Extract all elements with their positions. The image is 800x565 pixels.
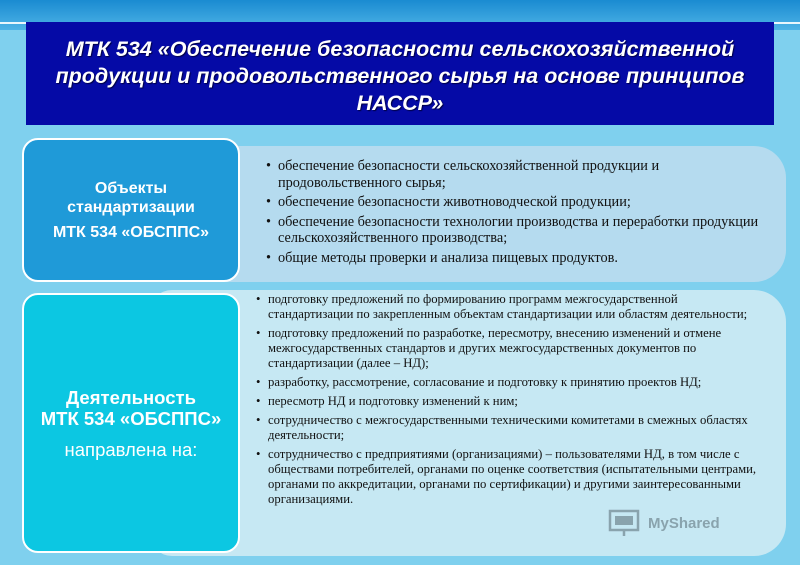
list-item: • общие методы проверки и анализа пищевых продуктов. — [278, 250, 766, 267]
presentation-icon — [608, 508, 642, 538]
objects-list — [266, 158, 766, 267]
watermark-text: MyShared — [648, 514, 720, 532]
list-item: • обеспечение безопасности сельскохозяйственной продукции и продовольственного сырья; — [278, 158, 766, 191]
list-item: • подготовку предложений по формированию программ межгосударственной стандартизации по закрепленным объектам стандартизации или областям деятельности; — [268, 292, 762, 322]
activity-label-box — [22, 293, 240, 553]
objects-label-line2: МТК 534 «ОБСППС» — [52, 223, 210, 241]
activity-list — [256, 292, 762, 507]
objects-label-box — [22, 138, 240, 282]
activity-label-line2: МТК 534 «ОБСППС» — [40, 407, 222, 429]
list-item: • пересмотр НД и подготовку изменений к ним; — [268, 394, 762, 409]
watermark — [608, 503, 768, 543]
objects-panel — [150, 146, 786, 282]
list-item: • обеспечение безопасности животноводческой продукции; — [278, 194, 766, 211]
list-item: • сотрудничество с межгосударственными техническими комитетами в смежных областях деятельности; — [268, 413, 762, 443]
activity-label-line1: Деятельность — [66, 386, 196, 408]
list-item: • обеспечение безопасности технологии производства и переработки продукции сельскохозяйственного производства; — [278, 214, 766, 247]
objects-label-line1: Объекты стандартизации — [67, 179, 195, 216]
activity-label-line3: направлена на: — [64, 438, 198, 460]
list-item: • сотрудничество с предприятиями (организациями) – пользователями НД, в том числе с обществами потребителей, органами по оценке соответствия (испытательными центрами, органами по аккредитации, органами по сертификации) и другими заинтересованными организациями. — [268, 447, 762, 507]
slide-title: МТК 534 «Обеспечение безопасности сельскохозяйственной продукции и продовольственного сырья на основе принципов НАССР» — [26, 22, 774, 125]
list-item: • разработку, рассмотрение, согласование и подготовку к принятию проектов НД; — [268, 375, 762, 390]
list-item: • подготовку предложений по разработке, пересмотру, внесению изменений и отмене межгосударственных стандартов и других межгосударственных документов по стандартизации (далее – НД); — [268, 326, 762, 371]
